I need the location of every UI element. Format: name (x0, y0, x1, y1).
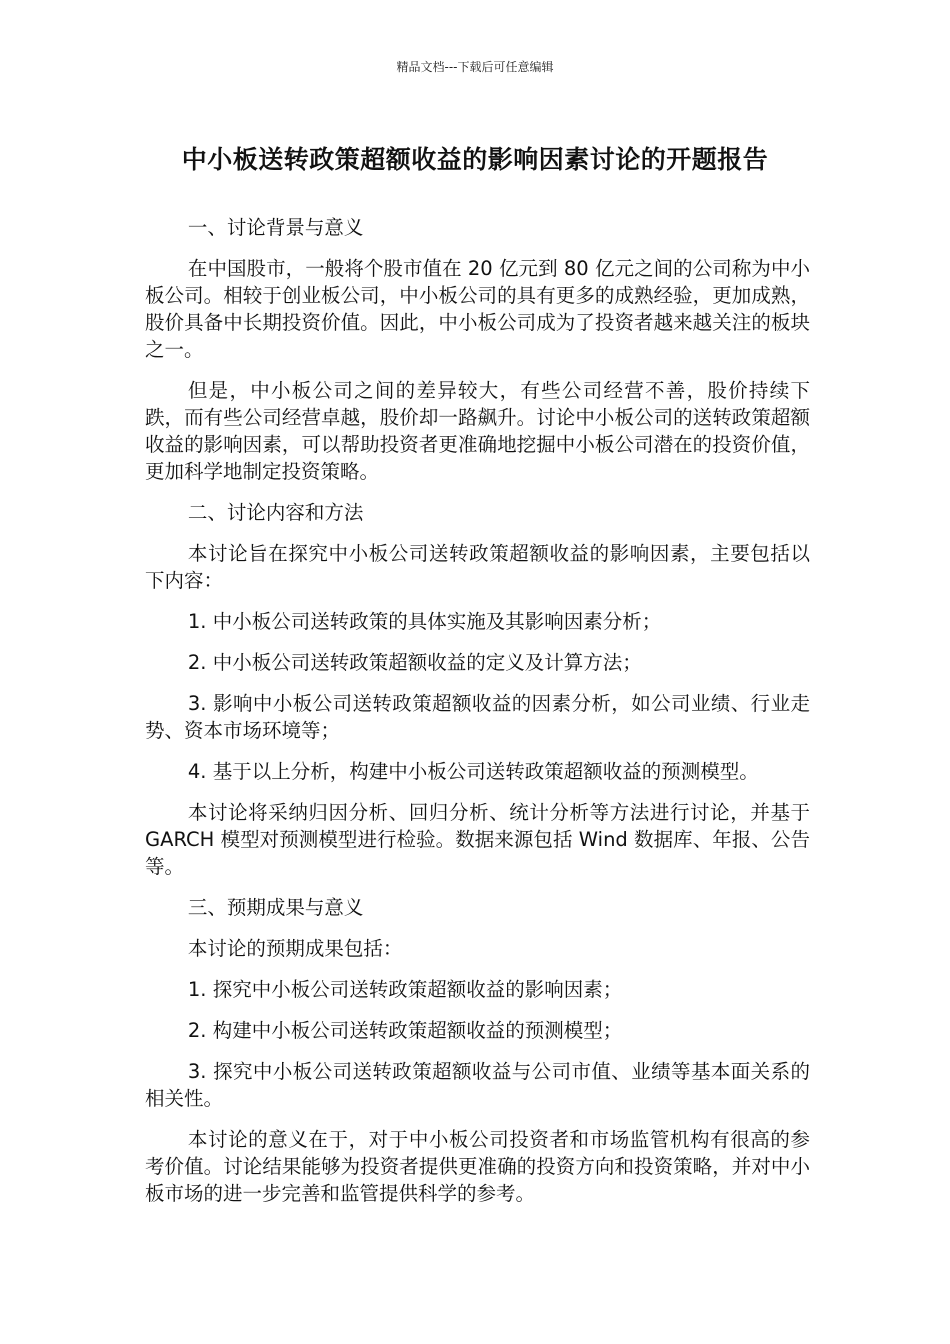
paragraph-outcomes-intro: 本讨论的预期成果包括： (187, 937, 403, 960)
header-note: 精品文档---下载后可任意编辑 (396, 60, 554, 74)
list-item-outcome-3: 3. 探究中小板公司送转政策超额收益与公司市值、业绩等基本面关系的相关性。 (145, 1060, 810, 1110)
list-item-content-2: 2. 中小板公司送转政策超额收益的定义及计算方法； (187, 651, 642, 674)
section-heading-outcomes: 三、预期成果与意义 (187, 896, 364, 919)
document-body (145, 214, 810, 1221)
list-item-outcome-1: 1. 探究中小板公司送转政策超额收益的影响因素； (187, 978, 623, 1001)
section-heading-content-methods: 二、讨论内容和方法 (187, 501, 364, 524)
document-title: 中小板送转政策超额收益的影响因素讨论的开题报告 (181, 145, 769, 174)
paragraph-background-2: 但是，中小板公司之间的差异较大，有些公司经营不善，股价持续下跌，而有些公司经营卓越，股价却一路飙升。讨论中小板公司的送转政策超额收益的影响因素，可以帮助投资者更准确地挖掘中小板公司潜在的投资价值，更加科学地制定投资策略。 (145, 379, 810, 483)
paragraph-background-1: 在中国股市，一般将个股市值在 20 亿元到 80 亿元之间的公司称为中小板公司。相较于创业板公司，中小板公司的具有更多的成熟经验，更加成熟，股价具备中长期投资价值。因此，中小板公司成为了投资者越来越关注的板块之一。 (145, 257, 810, 361)
list-item-content-1: 1. 中小板公司送转政策的具体实施及其影响因素分析； (187, 610, 662, 633)
section-heading-background: 一、讨论背景与意义 (187, 216, 364, 239)
paragraph-content-intro: 本讨论旨在探究中小板公司送转政策超额收益的影响因素，主要包括以下内容： (145, 542, 810, 592)
list-item-content-4: 4. 基于以上分析，构建中小板公司送转政策超额收益的预测模型。 (187, 760, 759, 783)
paragraph-significance: 本讨论的意义在于，对于中小板公司投资者和市场监管机构有很高的参考价值。讨论结果能够为投资者提供更准确的投资方向和投资策略，并对中小板市场的进一步完善和监管提供科学的参考。 (145, 1128, 810, 1205)
list-item-content-3: 3. 影响中小板公司送转政策超额收益的因素分析，如公司业绩、行业走势、资本市场环境等； (145, 692, 810, 742)
paragraph-methods: 本讨论将采纳归因分析、回归分析、统计分析等方法进行讨论，并基于 GARCH 模型对预测模型进行检验。数据来源包括 Wind 数据库、年报、公告等。 (145, 801, 810, 878)
list-item-outcome-2: 2. 构建中小板公司送转政策超额收益的预测模型； (187, 1019, 623, 1042)
